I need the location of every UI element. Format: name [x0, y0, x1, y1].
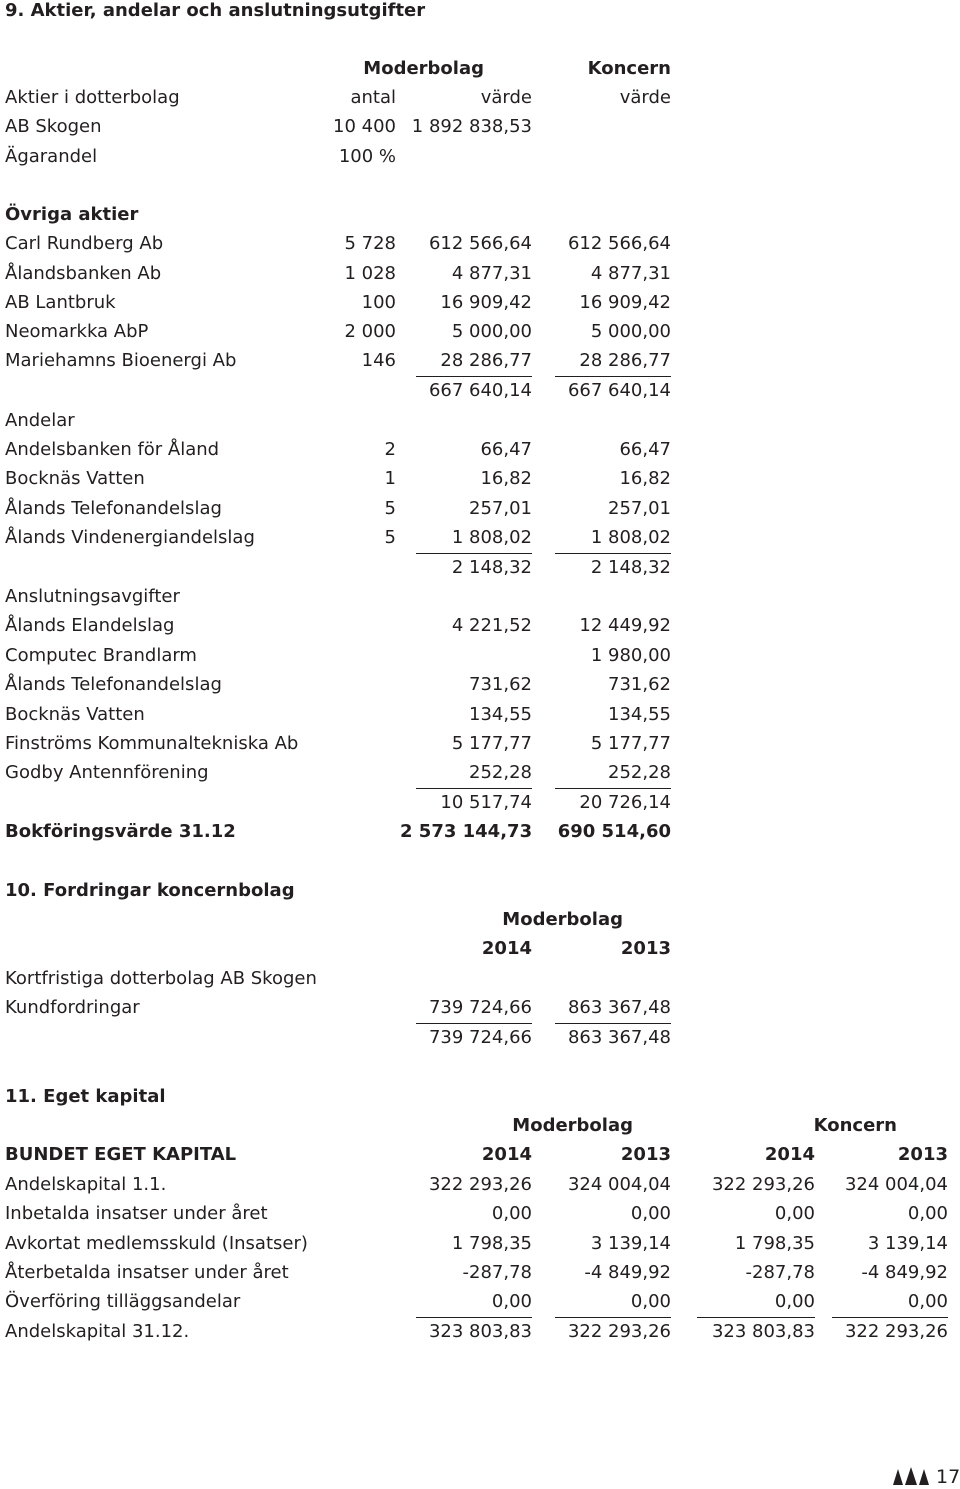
s11-bundet-label: BUNDET EGET KAPITAL — [5, 1144, 237, 1165]
table-cell: 3 139,14 — [590, 1233, 671, 1254]
table-cell-antal: 100 — [361, 292, 396, 313]
table-cell: -4 849,92 — [861, 1262, 948, 1283]
table-cell-koncern: 252,28 — [608, 762, 671, 783]
table-row-label: Ålands Vindenergiandelslag — [5, 527, 255, 548]
table-row-label: Ålands Telefonandelslag — [5, 674, 222, 695]
table-cell-antal: 2 000 — [344, 321, 396, 342]
table-cell-koncern: 66,47 — [619, 439, 671, 460]
s9-agarandel-value: 100 % — [338, 146, 396, 167]
table-row-label: Computec Brandlarm — [5, 645, 197, 666]
table-row-label: Finströms Kommunaltekniska Ab — [5, 733, 299, 754]
table-cell: 0,00 — [491, 1291, 532, 1312]
s9-sub-label: Aktier i dotterbolag — [5, 87, 180, 108]
table-row-label: Andelsbanken för Åland — [5, 439, 220, 460]
table-cell-koncern: 612 566,64 — [567, 233, 671, 254]
table-cell-koncern: 28 286,77 — [579, 350, 671, 371]
section-9-title: 9. Aktier, andelar och anslutningsutgifter — [5, 0, 426, 21]
table-row-label: Andelskapital 1.1. — [5, 1174, 167, 1195]
table-cell-antal: 5 — [384, 498, 396, 519]
table-cell-antal: 146 — [361, 350, 396, 371]
s11-year-col4: 2013 — [897, 1144, 948, 1165]
s9-anslut-sum-koncern: 20 726,14 — [579, 792, 671, 813]
s11-year-col2: 2013 — [620, 1144, 671, 1165]
sum-rule — [416, 788, 532, 789]
table-cell: 322 293,26 — [567, 1321, 671, 1342]
table-row-label: Ålands Elandelslag — [5, 615, 175, 636]
table-cell-moderbolag: 5 000,00 — [451, 321, 532, 342]
table-cell: 324 004,04 — [844, 1174, 948, 1195]
table-cell: 0,00 — [491, 1203, 532, 1224]
s9-bokf-moderbolag: 2 573 144,73 — [400, 821, 533, 842]
table-row-label: Bocknäs Vatten — [5, 468, 145, 489]
s10-sub-label: Kortfristiga dotterbolag AB Skogen — [5, 968, 317, 989]
table-cell-koncern: 5 177,77 — [590, 733, 671, 754]
table-cell-moderbolag: 5 177,77 — [451, 733, 532, 754]
table-row-label: Carl Rundberg Ab — [5, 233, 164, 254]
table-cell: 0,00 — [907, 1291, 948, 1312]
s9-header-moderbolag: Moderbolag — [363, 58, 484, 79]
sum-rule — [555, 1317, 671, 1318]
table-row-label: Avkortat medlemsskuld (Insatser) — [5, 1233, 308, 1254]
s9-andelar-title: Andelar — [5, 410, 75, 431]
table-cell: 322 293,26 — [711, 1174, 815, 1195]
table-row-label: Ålandsbanken Ab — [5, 263, 162, 284]
s9-bokf-koncern: 690 514,60 — [557, 821, 671, 842]
s9-ovriga-sum-koncern: 667 640,14 — [567, 380, 671, 401]
table-row-label: Överföring tilläggsandelar — [5, 1291, 241, 1312]
table-cell-koncern: 16 909,42 — [579, 292, 671, 313]
table-cell: 323 803,83 — [711, 1321, 815, 1342]
s10-sum-2013: 863 367,48 — [567, 1027, 671, 1048]
s9-sub-varde: värde — [480, 87, 532, 108]
table-cell-antal: 1 028 — [344, 263, 396, 284]
s9-andelar-sum-moderbolag: 2 148,32 — [451, 557, 532, 578]
table-cell: -287,78 — [745, 1262, 815, 1283]
table-row-label: Återbetalda insatser under året — [5, 1262, 289, 1283]
table-row-label: Ålands Telefonandelslag — [5, 498, 222, 519]
table-cell-antal: 5 728 — [344, 233, 396, 254]
table-cell-moderbolag: 252,28 — [469, 762, 532, 783]
s9-sub-koncern-varde: värde — [619, 87, 671, 108]
tree-logo-icon — [893, 1467, 929, 1485]
sum-rule — [832, 1317, 948, 1318]
table-cell: 0,00 — [630, 1203, 671, 1224]
s9-ovriga-title: Övriga aktier — [5, 204, 139, 225]
s11-header-moderbolag: Moderbolag — [512, 1115, 633, 1136]
table-cell-moderbolag: 66,47 — [480, 439, 532, 460]
s10-header-moderbolag: Moderbolag — [502, 909, 623, 930]
s9-skogen-label: AB Skogen — [5, 116, 102, 137]
s9-agarandel-label: Ägarandel — [5, 146, 98, 167]
table-cell-moderbolag: 16 909,42 — [440, 292, 532, 313]
table-row-label: Neomarkka AbP — [5, 321, 149, 342]
sum-rule — [416, 376, 532, 377]
table-cell: 323 803,83 — [428, 1321, 532, 1342]
table-cell-koncern: 731,62 — [608, 674, 671, 695]
table-row-label: Mariehamns Bioenergi Ab — [5, 350, 237, 371]
s10-year-2013: 2013 — [620, 938, 671, 959]
table-row-label: Andelskapital 31.12. — [5, 1321, 190, 1342]
table-cell-moderbolag: 1 808,02 — [451, 527, 532, 548]
table-cell: 322 293,26 — [844, 1321, 948, 1342]
s11-year-col3: 2014 — [764, 1144, 815, 1165]
table-cell-antal: 5 — [384, 527, 396, 548]
s9-header-koncern: Koncern — [587, 58, 671, 79]
table-cell: 1 798,35 — [451, 1233, 532, 1254]
table-row-label: AB Lantbruk — [5, 292, 116, 313]
table-cell: 1 798,35 — [734, 1233, 815, 1254]
s10-kund-2013: 863 367,48 — [567, 997, 671, 1018]
s9-andelar-sum-koncern: 2 148,32 — [590, 557, 671, 578]
s11-header-koncern: Koncern — [813, 1115, 897, 1136]
table-row-label: Godby Antennförening — [5, 762, 209, 783]
s9-sub-antal: antal — [350, 87, 396, 108]
s10-kund-label: Kundfordringar — [5, 997, 140, 1018]
sum-rule — [555, 1023, 671, 1024]
table-cell-moderbolag: 134,55 — [469, 704, 532, 725]
sum-rule — [555, 553, 671, 554]
table-cell: 322 293,26 — [428, 1174, 532, 1195]
s9-bokf-label: Bokföringsvärde 31.12 — [5, 821, 236, 842]
sum-rule — [416, 1023, 532, 1024]
s9-skogen-antal: 10 400 — [333, 116, 396, 137]
table-row-label: Inbetalda insatser under året — [5, 1203, 268, 1224]
table-cell-moderbolag: 731,62 — [469, 674, 532, 695]
table-cell-moderbolag: 16,82 — [480, 468, 532, 489]
table-cell-koncern: 16,82 — [619, 468, 671, 489]
table-row-label: Bocknäs Vatten — [5, 704, 145, 725]
table-cell-koncern: 1 808,02 — [590, 527, 671, 548]
sum-rule — [416, 553, 532, 554]
sum-rule — [555, 788, 671, 789]
page-number: 17 — [936, 1466, 960, 1488]
table-cell-koncern: 5 000,00 — [590, 321, 671, 342]
sum-rule — [416, 1317, 532, 1318]
table-cell: 0,00 — [630, 1291, 671, 1312]
s10-kund-2014: 739 724,66 — [428, 997, 532, 1018]
table-cell-antal: 2 — [384, 439, 396, 460]
s9-anslut-title: Anslutningsavgifter — [5, 586, 180, 607]
table-cell: 0,00 — [774, 1291, 815, 1312]
table-cell-moderbolag: 4 221,52 — [451, 615, 532, 636]
table-cell-moderbolag: 4 877,31 — [451, 263, 532, 284]
table-cell-moderbolag: 28 286,77 — [440, 350, 532, 371]
table-cell: 3 139,14 — [867, 1233, 948, 1254]
table-cell-moderbolag: 612 566,64 — [428, 233, 532, 254]
s9-skogen-varde: 1 892 838,53 — [411, 116, 532, 137]
s9-ovriga-sum-moderbolag: 667 640,14 — [428, 380, 532, 401]
table-cell: -287,78 — [462, 1262, 532, 1283]
section-10-title: 10. Fordringar koncernbolag — [5, 880, 295, 901]
table-cell: 324 004,04 — [567, 1174, 671, 1195]
s11-year-col1: 2014 — [481, 1144, 532, 1165]
sum-rule — [555, 376, 671, 377]
section-11-title: 11. Eget kapital — [5, 1086, 166, 1107]
sum-rule — [697, 1317, 815, 1318]
table-cell-moderbolag: 257,01 — [469, 498, 532, 519]
s10-sum-2014: 739 724,66 — [428, 1027, 532, 1048]
table-cell-koncern: 12 449,92 — [579, 615, 671, 636]
s10-year-2014: 2014 — [481, 938, 532, 959]
table-cell-koncern: 134,55 — [608, 704, 671, 725]
table-cell: 0,00 — [907, 1203, 948, 1224]
table-cell-koncern: 257,01 — [608, 498, 671, 519]
table-cell: -4 849,92 — [584, 1262, 671, 1283]
s9-anslut-sum-moderbolag: 10 517,74 — [440, 792, 532, 813]
table-cell: 0,00 — [774, 1203, 815, 1224]
table-cell-antal: 1 — [384, 468, 396, 489]
table-cell-koncern: 4 877,31 — [590, 263, 671, 284]
table-cell-koncern: 1 980,00 — [590, 645, 671, 666]
